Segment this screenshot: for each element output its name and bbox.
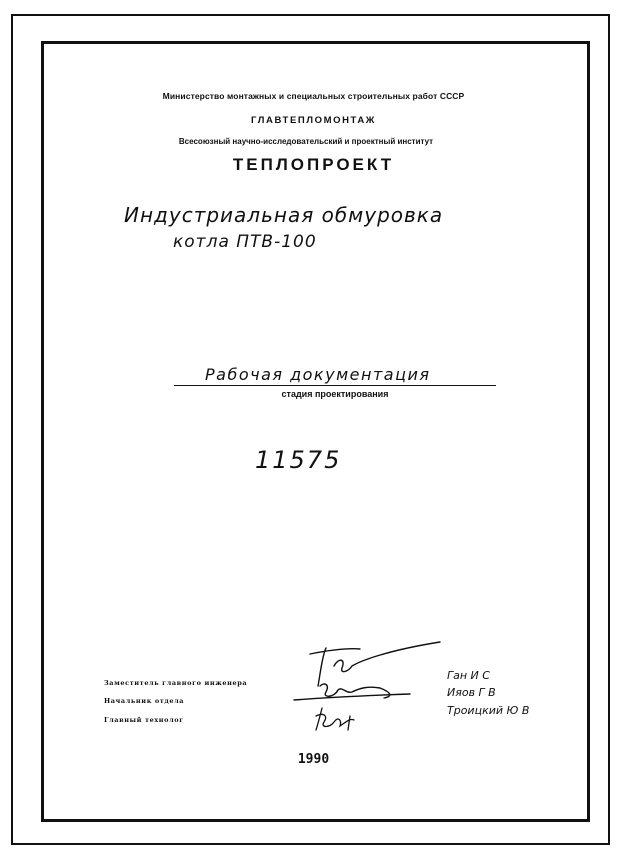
design-stage-underline (174, 385, 496, 386)
document-number: 11575 (255, 446, 342, 474)
ministry-heading: Министерство монтажных и специальных строительных работ СССР (162, 91, 465, 101)
design-stage-caption: стадия проектирования (281, 389, 389, 399)
signatory-name-1: Ган И С (447, 669, 490, 682)
signatory-name-2: Ияов Г В (447, 686, 496, 699)
signatory-name-3: Троицкий Ю В (447, 704, 530, 717)
design-stage-value: Рабочая документация (205, 365, 431, 384)
signatory-role-1: Заместитель главного инженера (104, 679, 248, 687)
institute-name: ТЕПЛОПРОЕКТ (232, 155, 395, 174)
document-title-line-1: Индустриальная обмуровка (124, 203, 444, 227)
document-year: 1990 (297, 752, 330, 767)
handwritten-signatures (290, 636, 450, 736)
organization-heading: ГЛАВТЕПЛОМОНТАЖ (250, 115, 376, 126)
institute-heading: Всесоюзный научно-исследовательский и проектный институт (178, 137, 434, 146)
signatory-role-3: Главный технолог (104, 716, 184, 724)
document-title-line-2: котла ПТВ-100 (173, 232, 317, 252)
signatory-role-2: Начальник отдела (104, 697, 185, 705)
